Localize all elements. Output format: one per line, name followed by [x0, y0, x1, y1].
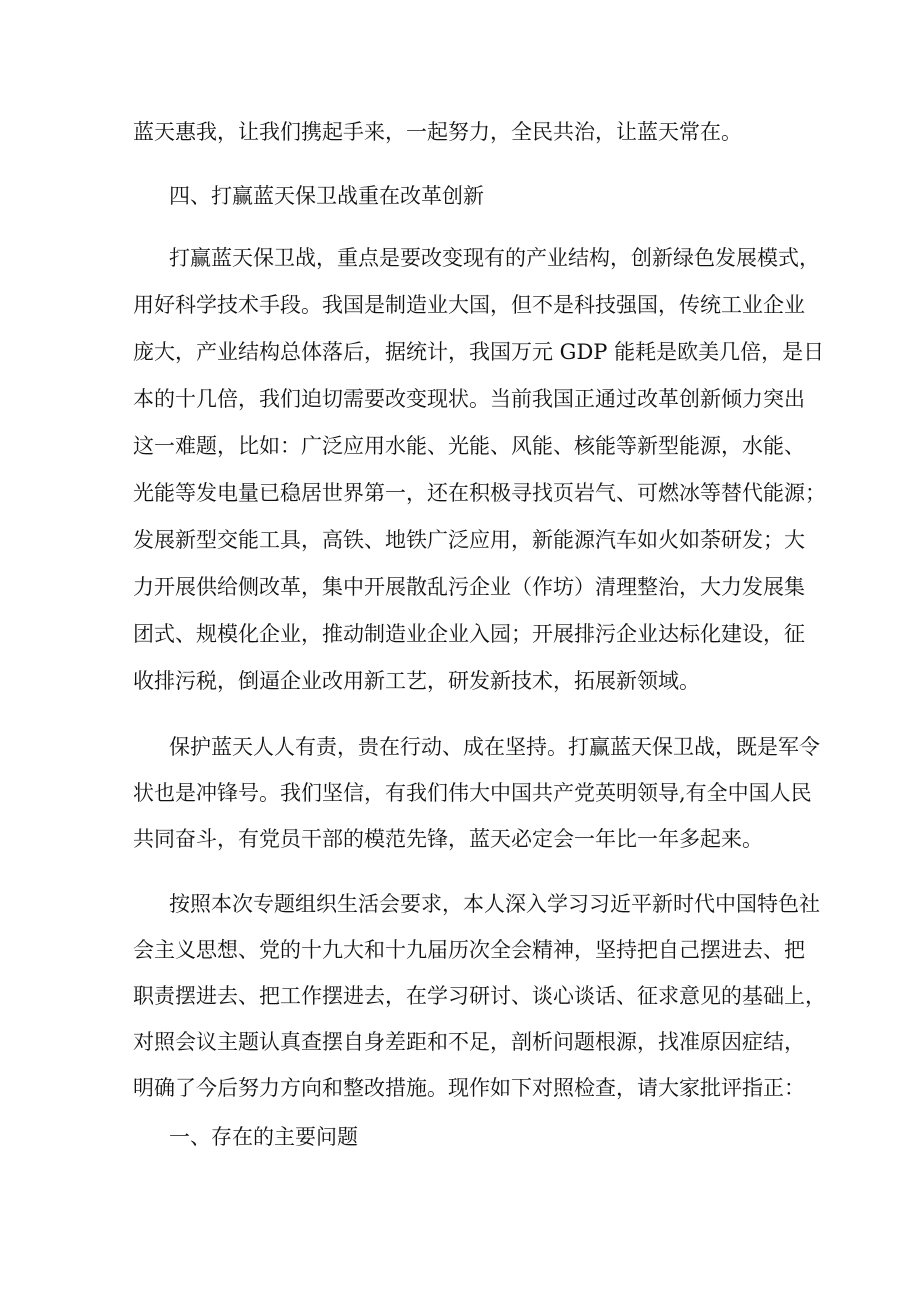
paragraph-line: 对照会议主题认真查摆自身差距和不足，剖析问题根源，找准原因症结，	[133, 1030, 805, 1054]
paragraph-line: 庞大，产业结构总体落后，据统计，我国万元 GDP 能耗是欧美几倍，是日	[133, 340, 825, 364]
paragraph-line: 共同奋斗，有党员干部的模范先锋，蓝天必定会一年比一年多起来。	[133, 827, 763, 851]
section-heading: 四、打赢蓝天保卫战重在改革创新	[169, 184, 484, 208]
paragraph-line: 收排污税，倒逼企业改用新工艺，研发新技术，拓展新领域。	[133, 669, 700, 693]
paragraph-line: 光能等发电量已稳居世界第一，还在积极寻找页岩气、可燃冰等替代能源；	[133, 481, 826, 505]
paragraph-line: 状也是冲锋号。我们坚信，有我们伟大中国共产党英明领导,有全中国人民	[133, 781, 812, 805]
paragraph-line: 保护蓝天人人有责，贵在行动、成在坚持。打赢蓝天保卫战，既是军令	[169, 735, 820, 759]
paragraph-line: 团式、规模化企业，推动制造业企业入园；开展排污企业达标化建设，征	[133, 622, 805, 646]
paragraph-line: 会主义思想、党的十九大和十九届历次全会精神，坚持把自己摆进去、把	[133, 938, 805, 962]
paragraph-line: 力开展供给侧改革，集中开展散乱污企业（作坊）清理整治，大力发展集	[133, 575, 805, 599]
section-heading: 一、存在的主要问题	[169, 1125, 358, 1149]
paragraph-line: 这一难题，比如：广泛应用水能、光能、风能、核能等新型能源，水能、	[133, 434, 805, 458]
paragraph-line: 打赢蓝天保卫战，重点是要改变现有的产业结构，创新绿色发展模式，	[169, 246, 820, 270]
paragraph-line: 职责摆进去、把工作摆进去，在学习研讨、谈心谈话、征求意见的基础上，	[133, 984, 826, 1008]
paragraph-line: 明确了今后努力方向和整改措施。现作如下对照检查，请大家批评指正：	[133, 1076, 805, 1100]
paragraph-line: 用好科学技术手段。我国是制造业大国，但不是科技强国，传统工业企业	[133, 293, 805, 317]
paragraph-line: 按照本次专题组织生活会要求，本人深入学习习近平新时代中国特色社	[169, 892, 820, 916]
paragraph-line: 蓝天惠我，让我们携起手来，一起努力，全民共治，让蓝天常在。	[133, 120, 742, 144]
paragraph-line: 发展新型交能工具，高铁、地铁广泛应用，新能源汽车如火如荼研发；大	[133, 528, 805, 552]
paragraph-line: 本的十几倍，我们迫切需要改变现状。当前我国正通过改革创新倾力突出	[133, 387, 805, 411]
